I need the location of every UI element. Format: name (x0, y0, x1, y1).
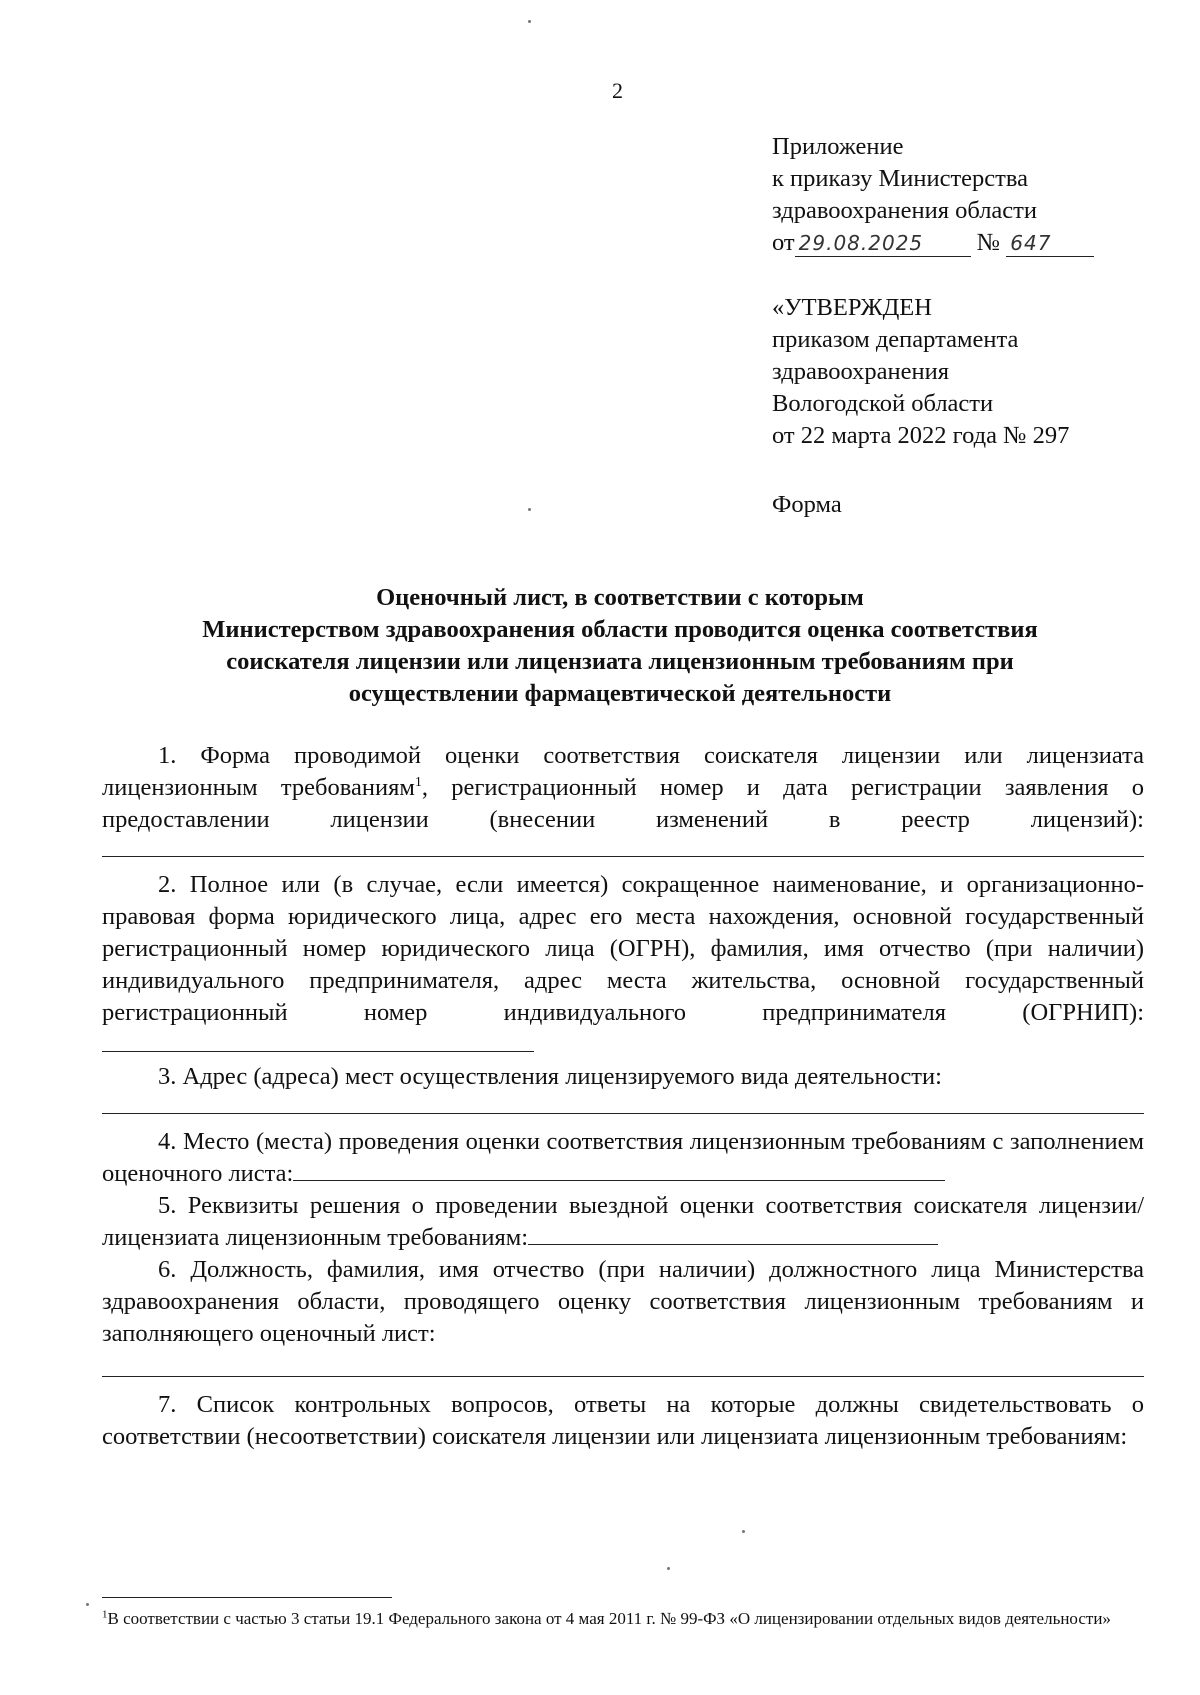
footnote (102, 1606, 1144, 1632)
item-6: 6. Должность, фамилия, имя отчество (при наличии) должностного лица Министерства здравоохранения области, проводящего оценку соответствия лицензионным требованиям и заполняющего оценочный лист: (102, 1256, 1144, 1347)
fill-line-item-1 (102, 836, 1144, 857)
scan-speck (86, 1603, 89, 1606)
footnote-text: В соответствии с частью 3 статьи 19.1 Федерального закона от 4 мая 2011 г. № 99-ФЗ «О лицензировании отдельных видов деятельности» (107, 1609, 1111, 1628)
approved-line: здравоохранения (772, 358, 949, 385)
footnote-separator (102, 1597, 392, 1598)
footnote-ref: 1 (414, 774, 422, 790)
from-prefix: от (772, 229, 795, 256)
approved-line: приказом департамента (772, 326, 1019, 353)
title-line: Министерством здравоохранения области проводится оценка соответствия (202, 616, 1038, 643)
scan-speck (528, 20, 531, 23)
fill-line-item-6 (102, 1350, 1144, 1377)
scan-speck (742, 1530, 745, 1533)
scan-speck (667, 1567, 670, 1570)
approved-line: от 22 марта 2022 года № 297 (772, 422, 1070, 449)
title-line: осуществлении фармацевтической деятельности (348, 680, 892, 707)
document-title (100, 582, 1140, 710)
title-line: соискателя лицензии или лицензиата лицензионным требованиям при (226, 648, 1014, 675)
page-number: 2 (612, 78, 623, 103)
appendix-line: здравоохранения области (772, 197, 1037, 224)
handwritten-date: 29.08.2025 (795, 230, 971, 257)
footnote-marker: 1 (102, 1608, 108, 1621)
form-label: Форма (772, 491, 842, 518)
item-2-text: 2. Полное или (в случае, если имеется) сокращенное наименование, и организационно-правовая форма юридического лица, адрес его места нахождения, основной государственный регистрационный номер юридического лица (ОГРН), фамилия, имя отчество (при наличии) индивидуального предпринимателя, адрес места жительства, основной государственный регистрационный номер индивидуального предпринимателя (ОГРНИП): (102, 871, 1144, 1026)
appendix-line: к приказу Министерства (772, 165, 1028, 192)
item-3: 3. Адрес (адреса) мест осуществления лицензируемого вида деятельности: (158, 1063, 942, 1090)
appendix-header (772, 131, 1094, 259)
item-1 (102, 740, 1144, 836)
appendix-date-line (772, 227, 1094, 259)
approved-line: «УТВЕРЖДЕН (772, 294, 932, 321)
item-7: 7. Список контрольных вопросов, ответы на которые должны свидетельствовать о соответствии (несоответствии) соискателя лицензии или лицензиата лицензионным требованиям: (102, 1391, 1144, 1450)
approved-line: Вологодской области (772, 390, 994, 417)
item-1-text-b: , регистрационный номер и дата регистрации заявления о предоставлении лицензии (внесении изменений в реестр лицензий): (102, 774, 1145, 833)
item-5 (102, 1190, 1144, 1254)
appendix-line: Приложение (772, 133, 904, 160)
number-prefix: № (976, 229, 1001, 256)
fill-line-item-5 (528, 1222, 938, 1245)
item-4 (102, 1126, 1144, 1190)
scan-speck (528, 508, 531, 511)
item-1-text-a: 1. Форма проводимой оценки соответствия соискателя лицензии или лицензиата лицензионным требованиям (102, 742, 1144, 801)
title-line: Оценочный лист, в соответствии с которым (376, 584, 864, 611)
item-5-text: 5. Реквизиты решения о проведении выездной оценки соответствия соискателя лицензии/лицензиата лицензионным требованиям: (102, 1192, 1144, 1251)
fill-line-item-4 (293, 1158, 945, 1181)
item-4-text: 4. Место (места) проведения оценки соответствия лицензионным требованиям с заполнением оценочного листа: (102, 1128, 1144, 1187)
handwritten-number: 647 (1006, 230, 1094, 257)
fill-line-item-3 (102, 1093, 1144, 1114)
fill-line-item-2 (102, 1029, 534, 1052)
item-2 (102, 869, 1144, 1061)
approved-header (772, 292, 1069, 452)
document-body (102, 740, 1144, 1453)
